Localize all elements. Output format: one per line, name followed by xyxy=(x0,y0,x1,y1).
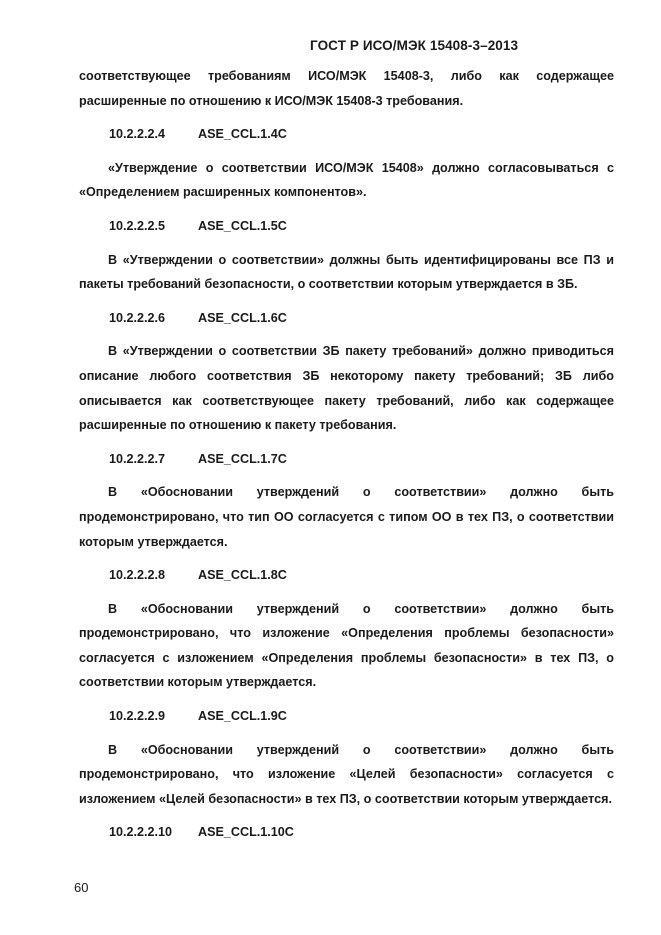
clause-code: ASE_CCL.1.5C xyxy=(198,218,287,233)
clause-number: 10.2.2.2.10 xyxy=(109,825,173,840)
clause-number: 10.2.2.2.9 xyxy=(109,709,166,724)
clause-heading-6 xyxy=(79,306,614,331)
clause-code: ASE_CCL.1.6C xyxy=(198,310,287,325)
clause-text-4: «Утверждение о соответствии ИСО/МЭК 15408» должно согласовываться с «Определением расширенных компонентов». xyxy=(79,160,614,200)
clause-heading-4 xyxy=(79,122,614,147)
clause-number: 10.2.2.2.4 xyxy=(109,127,166,142)
clause-heading-8 xyxy=(79,563,614,588)
clause-number: 10.2.2.2.8 xyxy=(109,568,166,583)
clause-code: ASE_CCL.1.4C xyxy=(198,127,287,142)
clause-text-9: В «Обосновании утверждений о соответствии» должно быть продемонстрировано, что изложение «Целей безопасности» согласуется с изложением «Целей безопасности» в тех ПЗ, о соответствии которым утверждается. xyxy=(79,742,614,806)
clause-heading-7 xyxy=(79,447,614,472)
intro-paragraph: соответствующее требованиям ИСО/МЭК 15408-3, либо как содержащее расширенные по отношению к ИСО/МЭК 15408-3 требования. xyxy=(79,69,614,108)
clause-text-6: В «Утверждении о соответствии ЗБ пакету требований» должно приводиться описание любого соответствия ЗБ некоторому пакету требований; ЗБ либо описывается как соответствующее пакету требований, либо как содержащее расширенные по отношению к пакету требования. xyxy=(79,344,614,433)
clause-heading-5 xyxy=(79,214,614,239)
clause-heading-10 xyxy=(79,820,614,845)
clause-code: ASE_CCL.1.9C xyxy=(198,709,287,724)
clause-number: 10.2.2.2.6 xyxy=(109,310,166,325)
clause-text-5: В «Утверждении о соответствии» должны быть идентифицированы все ПЗ и пакеты требований безопасности, о соответствии которым утверждается в ЗБ. xyxy=(79,252,614,292)
clause-number: 10.2.2.2.7 xyxy=(109,451,166,466)
clause-text-7: В «Обосновании утверждений о соответствии» должно быть продемонстрировано, что тип ОО согласуется с типом ОО в тех ПЗ, о соответствии которым утверждается. xyxy=(79,485,614,549)
clause-number: 10.2.2.2.5 xyxy=(109,218,166,233)
clause-text-8: В «Обосновании утверждений о соответствии» должно быть продемонстрировано, что изложение «Определения проблемы безопасности» согласуется с изложением «Определения проблемы безопасности» в тех ПЗ, о соответствии которым утверждается. xyxy=(79,601,614,690)
page-number: 60 xyxy=(74,880,89,895)
clause-code: ASE_CCL.1.7C xyxy=(198,451,287,466)
clause-code: ASE_CCL.1.10C xyxy=(198,825,294,840)
clause-heading-9 xyxy=(79,704,614,729)
document-body xyxy=(79,64,614,854)
standard-header: ГОСТ Р ИСО/МЭК 15408-3–2013 xyxy=(310,38,519,53)
clause-code: ASE_CCL.1.8C xyxy=(198,568,287,583)
